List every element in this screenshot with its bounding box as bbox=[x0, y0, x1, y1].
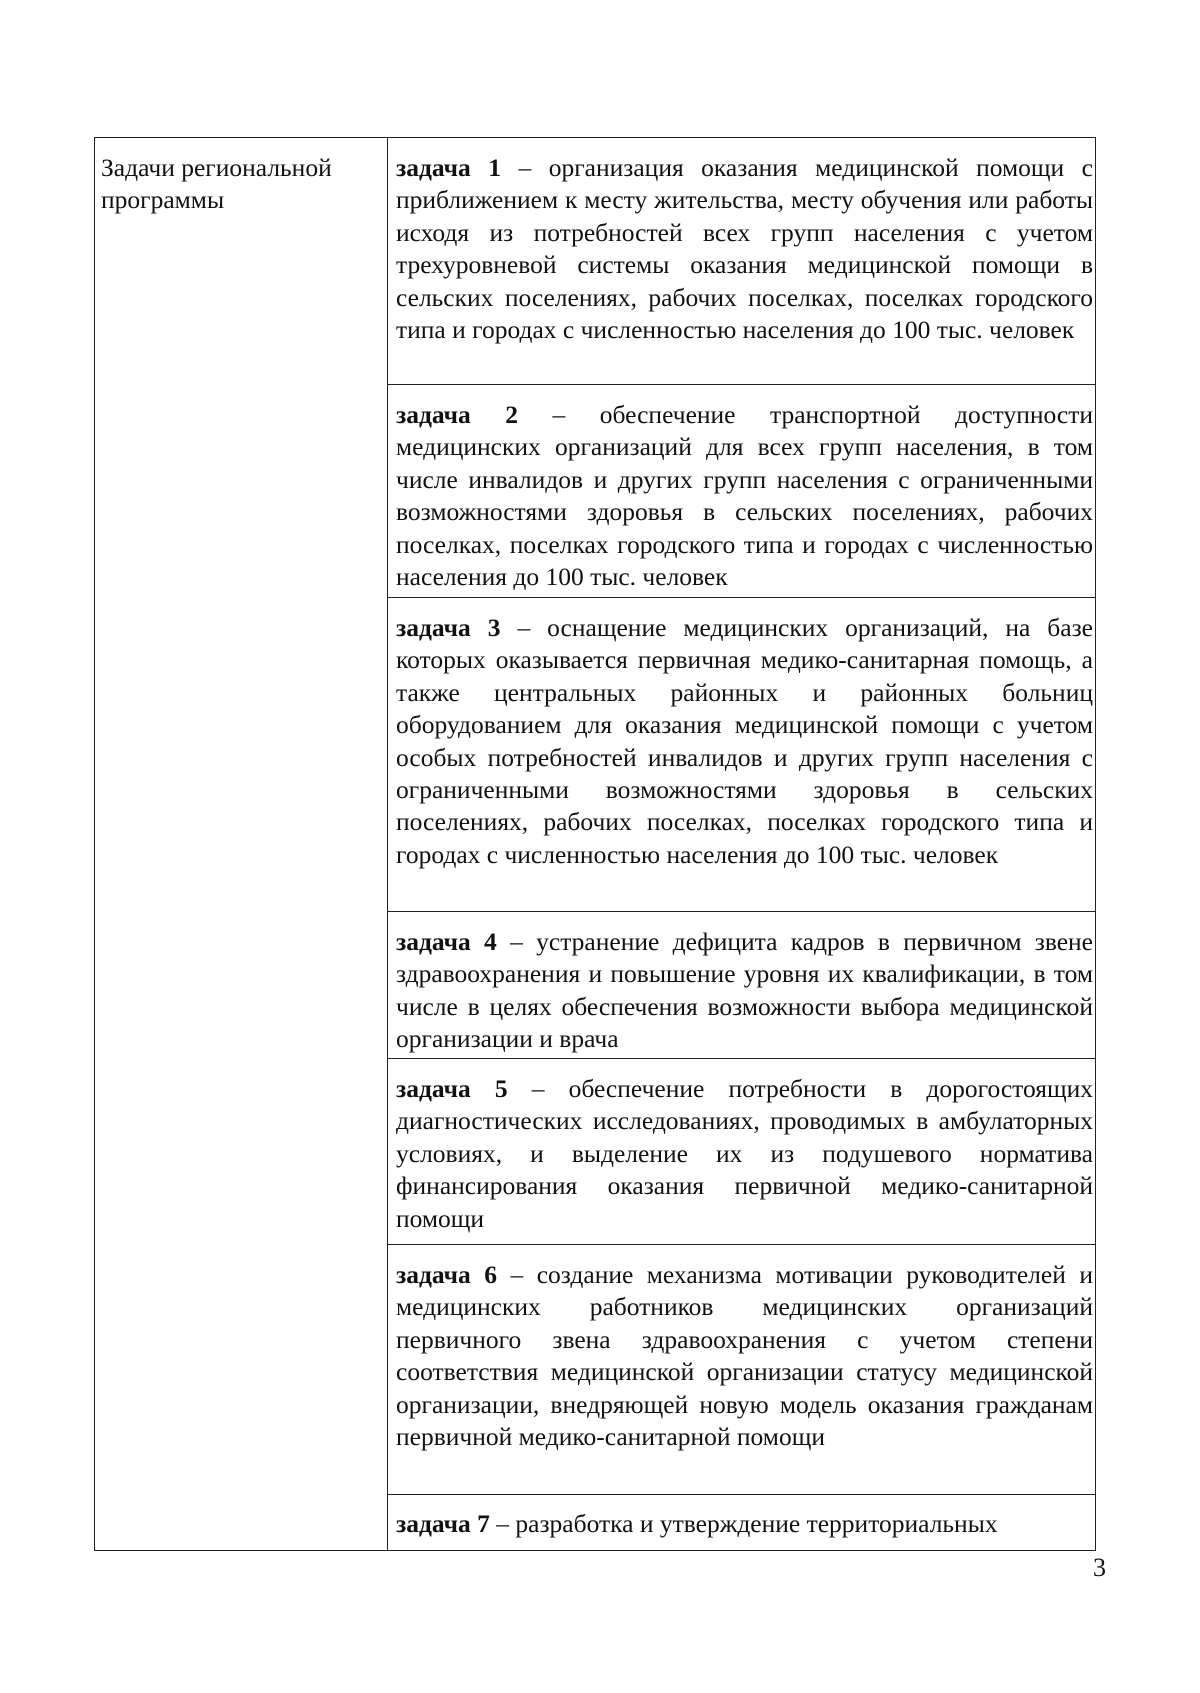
task-item bbox=[388, 138, 1095, 384]
tasks-cell bbox=[388, 138, 1096, 1551]
task-name: задача 1 bbox=[396, 153, 501, 182]
task-text: – оснащение медицинских организаций, на базе которых оказывается первичная медико-санитарная помощь, а также центральных районных и районных больниц оборудованием для оказания медицинской помощи с учетом особых потребностей инвалидов и других групп населения с ограниченными возможностями здоровья в сельских поселениях, рабочих поселках, поселках городского типа и городах с численностью населения до 100 тыс. человек bbox=[396, 613, 1093, 869]
task-text: – разработка и утверждение территориальных bbox=[489, 1509, 998, 1538]
task-item bbox=[388, 1244, 1095, 1494]
task-text: – создание механизма мотивации руководителей и медицинских работников медицинских организаций первичного звена здравоохранения с учетом степени соответствия медицинской организации статусу медицинской организации, внедряющей новую модель оказания гражданам первичной медико-санитарной помощи bbox=[396, 1260, 1093, 1452]
task-name: задача 4 bbox=[396, 927, 497, 956]
task-item bbox=[388, 597, 1095, 911]
program-tasks-table bbox=[94, 137, 1096, 1551]
task-item bbox=[388, 1058, 1095, 1244]
task-text: – обеспечение потребности в дорогостоящих диагностических исследованиях, проводимых в амбулаторных условиях, и выделение их из подушевого норматива финансирования оказания первичной медико-санитарной помощи bbox=[396, 1074, 1093, 1233]
task-name: задача 3 bbox=[396, 613, 501, 642]
table-row bbox=[95, 138, 1096, 1551]
task-item bbox=[388, 911, 1095, 1058]
task-text: – обеспечение транспортной доступности медицинских организаций для всех групп населения, в том числе инвалидов и других групп населения с ограниченными возможностями здоровья в сельских поселениях, рабочих поселках, поселках городского типа и городах с численностью населения до 100 тыс. человек bbox=[396, 400, 1094, 592]
task-text: – устранение дефицита кадров в первичном звене здравоохранения и повышение уровня их квалификации, в том числе в целях обеспечения возможности выбора медицинской организации и врача bbox=[396, 927, 1094, 1054]
task-item bbox=[388, 384, 1095, 597]
row-label: Задачи региональной программы bbox=[95, 138, 388, 1551]
task-name: задача 7 bbox=[396, 1509, 490, 1538]
task-name: задача 5 bbox=[396, 1074, 508, 1103]
task-item bbox=[388, 1494, 1095, 1550]
task-name: задача 6 bbox=[396, 1260, 497, 1289]
task-name: задача 2 bbox=[396, 400, 519, 429]
task-text: – организация оказания медицинской помощи с приближением к месту жительства, месту обучения или работы исходя из потребностей всех групп населения с учетом трехуровневой системы оказания медицинской помощи в сельских поселениях, рабочих поселках, поселках городского типа и городах с численностью населения до 100 тыс. человек bbox=[396, 153, 1093, 345]
page-number: 3 bbox=[1093, 1553, 1106, 1582]
